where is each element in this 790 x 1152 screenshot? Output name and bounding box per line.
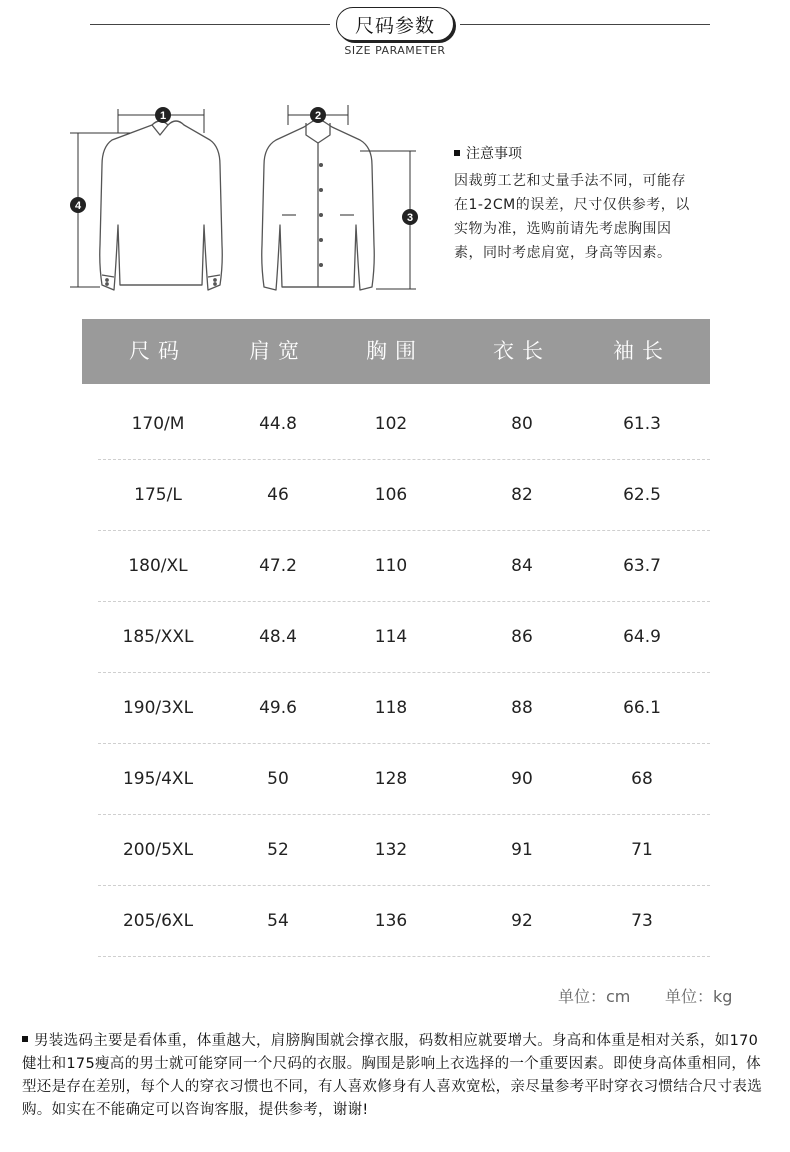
table-row <box>98 744 710 815</box>
column-header-sleeve: 袖长 <box>613 339 671 363</box>
table-row <box>98 886 710 957</box>
cell-chest: 114 <box>374 627 408 647</box>
cell-chest: 106 <box>374 485 408 505</box>
column-header-chest: 胸围 <box>366 339 424 363</box>
bullet-square-icon <box>454 150 460 156</box>
cell-shoulder: 54 <box>267 911 289 931</box>
cell-size: 190/3XL <box>122 698 194 718</box>
jacket-back-illustration <box>100 121 223 290</box>
cell-chest: 118 <box>374 698 408 718</box>
bullet-square-icon <box>22 1036 28 1042</box>
cell-shoulder: 49.6 <box>259 698 297 718</box>
jacket-front-illustration <box>262 120 375 290</box>
size-table-header <box>82 319 710 384</box>
marker-2-label: 2 <box>314 110 322 122</box>
cell-sleeve: 62.5 <box>623 485 661 505</box>
notes-heading <box>454 143 734 163</box>
cell-shoulder: 52 <box>267 840 289 860</box>
notes-line: 素，同时考虑肩宽，身高等因素。 <box>454 245 672 261</box>
header-rule-right <box>460 24 710 25</box>
cell-length: 88 <box>511 698 533 718</box>
cell-chest: 102 <box>374 414 408 434</box>
page-subtitle: SIZE PARAMETER <box>344 44 446 57</box>
cell-size: 185/XXL <box>122 627 194 647</box>
garment-measurement-diagram <box>60 95 420 300</box>
cell-length: 80 <box>511 414 533 434</box>
cell-chest: 132 <box>374 840 408 860</box>
table-row <box>98 815 710 886</box>
sizing-advice-paragraph <box>22 1030 770 1122</box>
cell-sleeve: 73 <box>631 911 653 931</box>
cell-shoulder: 47.2 <box>259 556 297 576</box>
cell-sleeve: 63.7 <box>623 556 661 576</box>
unit-length-label: 单位：cm <box>558 987 631 1006</box>
cell-size: 175/L <box>134 485 182 505</box>
notes-line: 实物为准，选购前请先考虑胸围因 <box>454 221 672 237</box>
cell-sleeve: 61.3 <box>623 414 661 434</box>
cell-size: 180/XL <box>128 556 188 576</box>
cell-shoulder: 48.4 <box>259 627 297 647</box>
page-title: 尺码参数 <box>336 7 454 41</box>
cell-length: 90 <box>511 769 533 789</box>
marker-1-label: 1 <box>159 110 167 122</box>
cell-sleeve: 68 <box>631 769 653 789</box>
table-row <box>98 460 710 531</box>
notes-line: 在1-2CM的误差，尺寸仅供参考，以 <box>454 197 690 213</box>
notes-panel <box>454 143 734 265</box>
cell-length: 82 <box>511 485 533 505</box>
column-header-size: 尺码 <box>129 339 187 363</box>
cell-chest: 110 <box>374 556 408 576</box>
table-row <box>98 531 710 602</box>
notes-title: 注意事项 <box>466 146 522 162</box>
cell-size: 205/6XL <box>122 911 194 931</box>
cell-chest: 136 <box>374 911 408 931</box>
cell-size: 200/5XL <box>122 840 194 860</box>
cell-length: 92 <box>511 911 533 931</box>
cell-size: 170/M <box>131 414 185 434</box>
row-divider <box>98 956 710 957</box>
table-row <box>98 602 710 673</box>
sizing-advice-text: 男装选码主要是看体重，体重越大，肩膀胸围就会撑衣服，码数相应就要增大。身高和体重是相对关系，如170健壮和175瘦高的男士就可能穿同一个尺码的衣服。胸围是影响上衣选择的一个重要因素。即使身高体重相同，体型还是存在差别，每个人的穿衣习惯也不同，有人喜欢修身有人喜欢宽松，亲尽量参考平时穿衣习惯结合尺寸表选购。如实在不能确定可以咨询客服，提供参考，谢谢! <box>22 1033 762 1118</box>
cell-sleeve: 66.1 <box>623 698 661 718</box>
header-rule-left <box>90 24 330 25</box>
notes-line: 因裁剪工艺和丈量手法不同，可能存 <box>454 173 686 189</box>
cell-length: 84 <box>511 556 533 576</box>
marker-3-label: 3 <box>406 212 414 224</box>
table-row <box>98 673 710 744</box>
cell-shoulder: 44.8 <box>259 414 297 434</box>
cell-sleeve: 71 <box>631 840 653 860</box>
cell-size: 195/4XL <box>122 769 194 789</box>
unit-weight-label: 单位：kg <box>665 987 733 1006</box>
cell-sleeve: 64.9 <box>623 627 661 647</box>
cell-shoulder: 50 <box>267 769 289 789</box>
table-row <box>98 389 710 460</box>
column-header-shoulder: 肩宽 <box>249 339 307 363</box>
column-header-length: 衣长 <box>493 339 551 363</box>
cell-chest: 128 <box>374 769 408 789</box>
cell-length: 91 <box>511 840 533 860</box>
cell-length: 86 <box>511 627 533 647</box>
notes-body <box>454 169 734 265</box>
marker-4-label: 4 <box>74 200 82 212</box>
cell-shoulder: 46 <box>267 485 289 505</box>
